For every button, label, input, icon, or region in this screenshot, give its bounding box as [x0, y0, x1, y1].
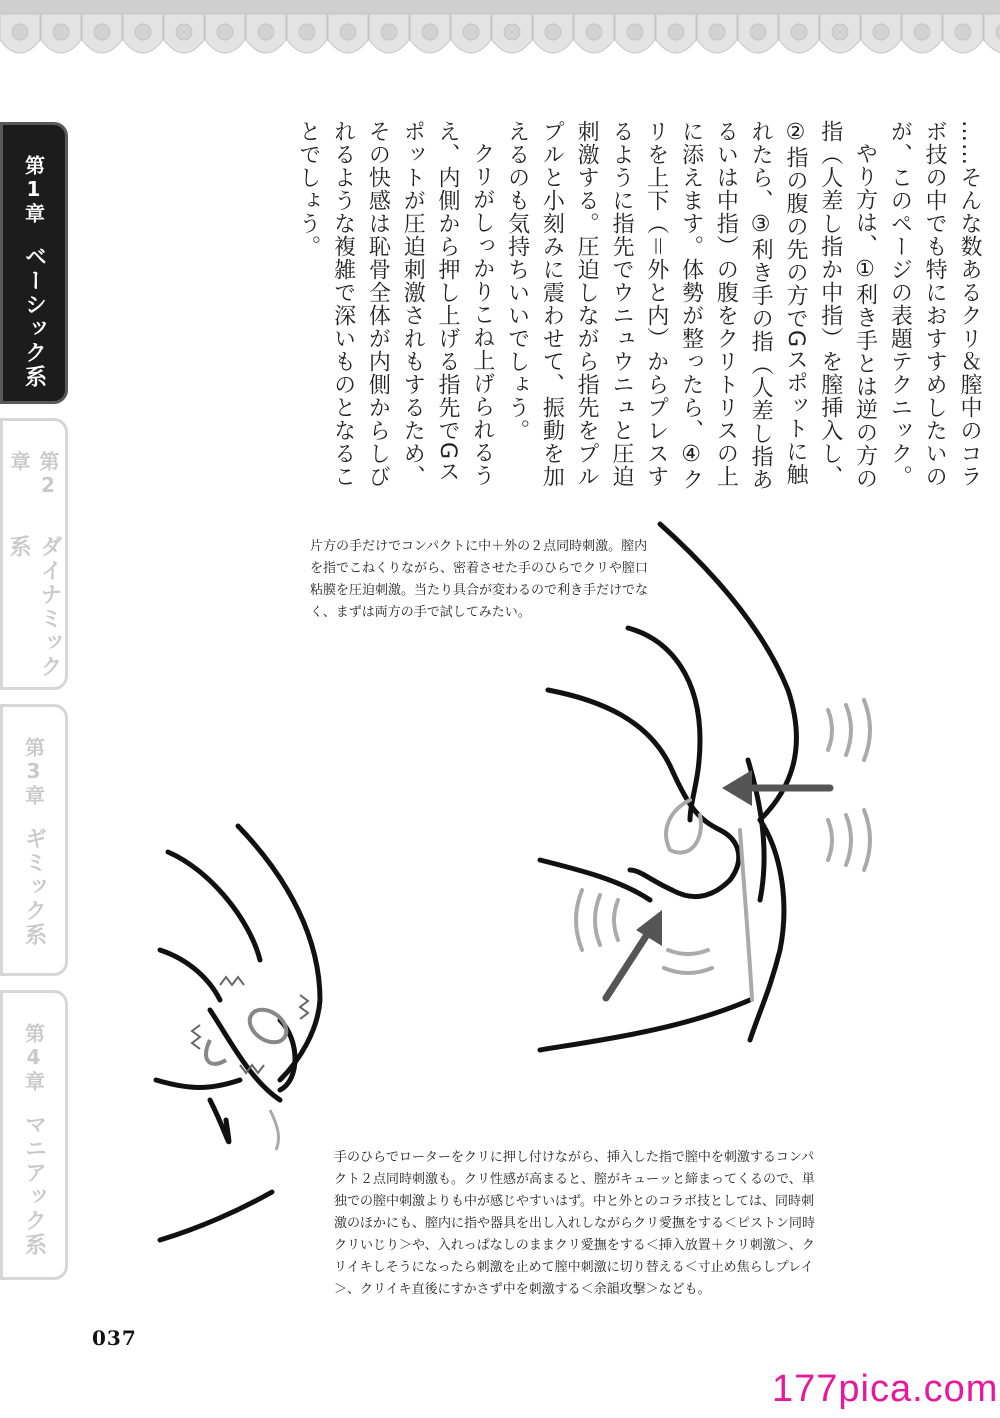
chapter-number: 第4章: [21, 1023, 46, 1093]
caption-lower: 手のひらでローターをクリに押し付けながら、挿入した指で膣中を刺激するコンパクト２点同時刺激も。クリ性感が高まると、膣がキューッと締まってくるので、単独での膣中刺激よりも中が感じやすいはず。中と外とのコラボ技としては、同時刺激のほかにも、膣内に指や器具を出し入れしながらクリ愛撫をする＜ピストン同時クリいじり＞や、入れっぱなしのままクリ愛撫をする＜挿入放置＋クリ刺激＞、クリイキしそうになったら刺激を止めて膣中刺激に切り替える＜寸止め焦らしプレイ＞、クリイキ直後にすかさず中を刺激する＜余韻攻撃＞なども。: [334, 1150, 816, 1297]
chapter-number: 第1章: [21, 155, 46, 225]
caption-upper: 片方の手だけでコンパクトに中＋外の２点同時刺激。膣内を指でこねくりながら、密着させた手のひらでクリや膣口粘膜を圧迫刺激。当たり具合が変わるので利き手だけでなく、まずは両方の手で試してみたい。: [310, 539, 649, 620]
chapter-title: ギミック系: [21, 827, 47, 947]
body-paragraph-2: やり方は、①利き手とは逆の方の指（人差し指か中指）を膣挿入し、②指の腹の先の方でGスポットに触れたら、③利き手の指（人差し指あるいは中指）の腹をクリトリスの上に添えます。体勢が整ったら、④クリを上下（＝外と内）からプレスするように指先でウニュウニュと圧迫刺激する。圧迫しながら指先をプルプルと小刻みに震わせて、振動を加えるのも気持ちいいでしょう。: [504, 120, 878, 491]
body-paragraph-1: ……そんな数あるクリ＆膣中のコラボ技の中でも特におすすめしたいのが、このページの表題テクニック。: [887, 120, 982, 488]
page-number: 037: [92, 1326, 137, 1350]
chapter-number: 第3章: [21, 737, 46, 807]
chapter-title: ダイナミック系: [6, 534, 62, 679]
chapter-title: マニアック系: [21, 1113, 47, 1257]
body-paragraph-3: クリがしっかりこね上げられるうえ、内側から押し上げる指先でGスポットが圧迫刺激されもするため、その快感は恥骨全体が内側からしびれるような複雑で深いものとなることでしょう。: [295, 120, 495, 488]
chapter-title: ベーシック系: [21, 245, 47, 389]
watermark: 177pica.com: [772, 1368, 999, 1410]
chapter-number: 第2章: [7, 451, 60, 499]
